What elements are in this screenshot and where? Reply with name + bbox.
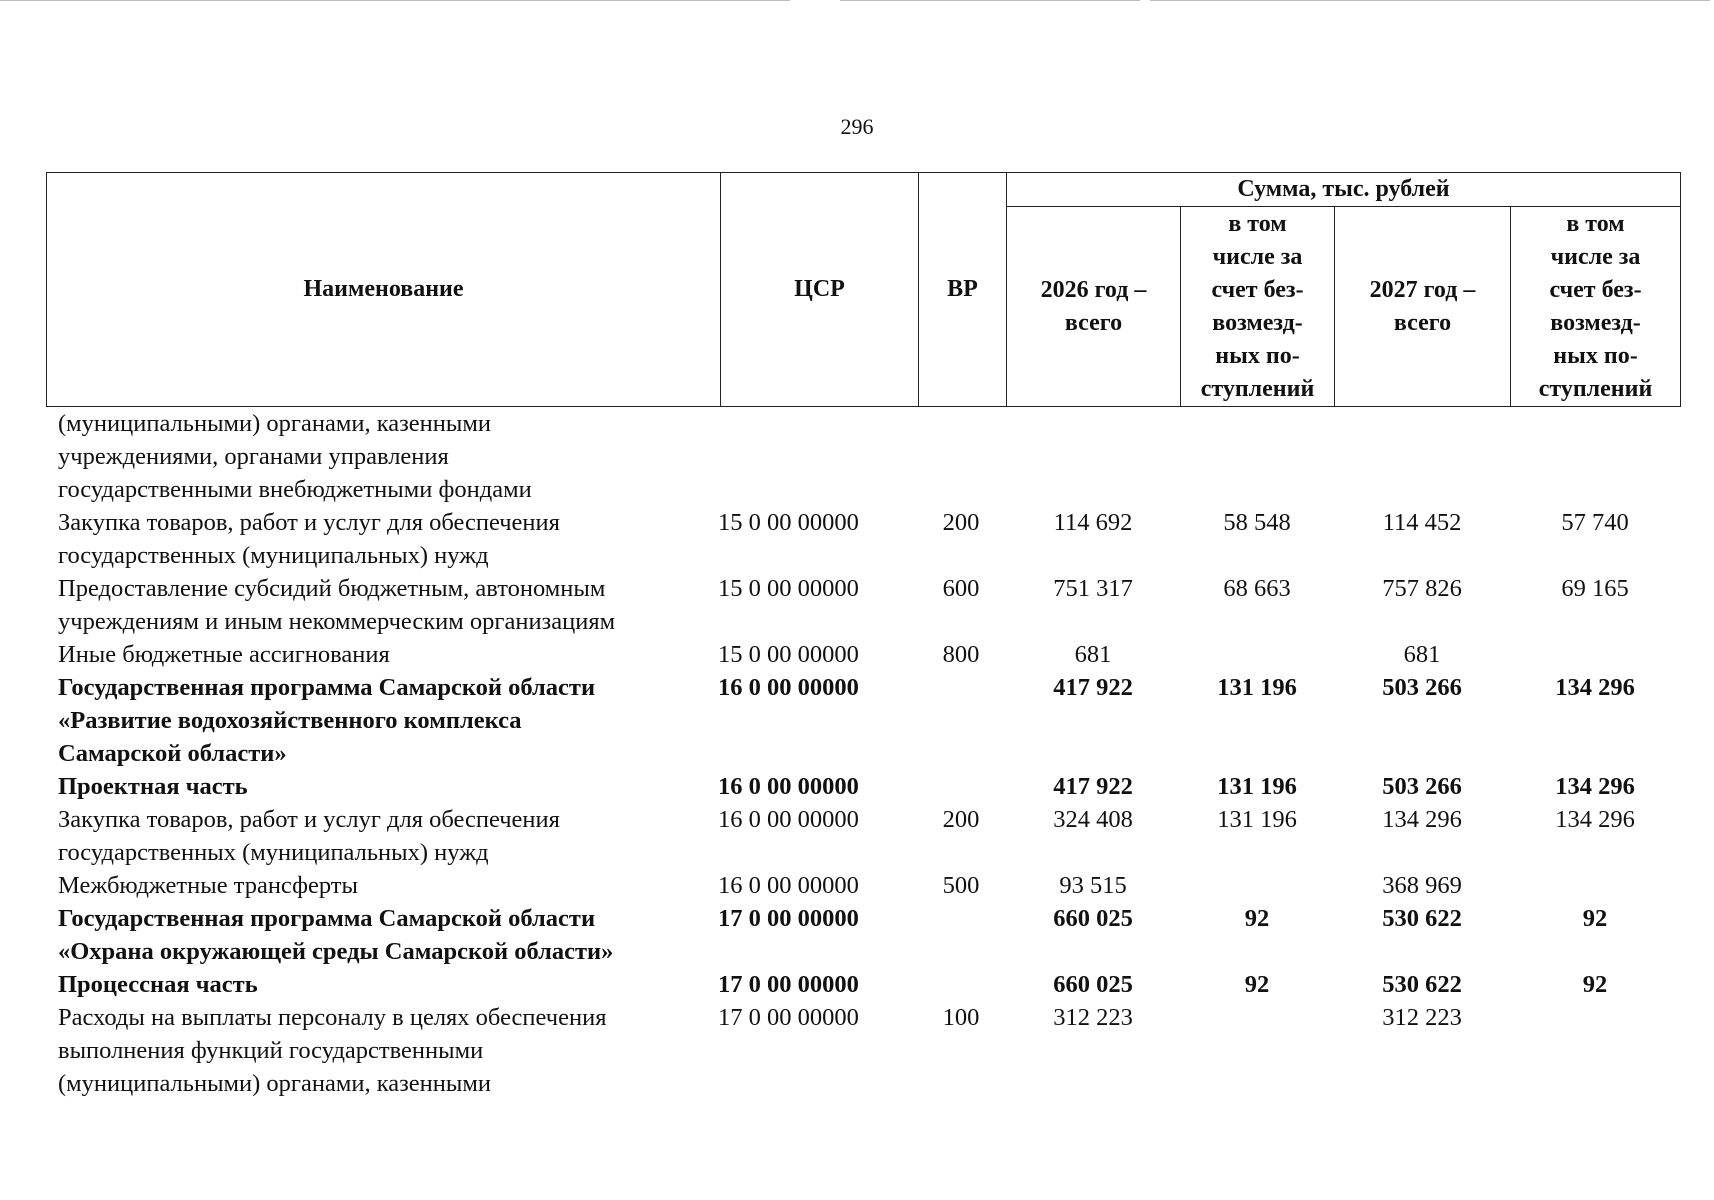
cell-2027-total: 681 <box>1403 641 1441 668</box>
cell-2027-total: 503 266 <box>1382 674 1462 701</box>
cell-2027-free: 92 <box>1582 905 1608 932</box>
cell-name <box>46 968 718 1001</box>
cell-2026-free: 131 196 <box>1217 674 1297 701</box>
header-2027-free: в том числе за счет без- возмезд- ных по- ступлений <box>1511 207 1681 407</box>
cell-name-line: учреждениями, органами управления <box>58 443 449 470</box>
cell-2027-free: 134 296 <box>1555 806 1635 833</box>
table-row <box>46 506 1680 572</box>
cell-vr: 200 <box>942 509 980 536</box>
page-number: 296 <box>840 114 874 139</box>
scan-edge-line <box>1150 0 1710 1</box>
cell-2026-free: 92 <box>1244 905 1270 932</box>
cell-name-line: выполнения функций государственными <box>58 1037 484 1064</box>
cell-2027-free <box>1510 1001 1680 1100</box>
cell-name <box>46 902 718 968</box>
cell-2026-total: 324 408 <box>1053 806 1133 833</box>
cell-2026-total: 417 922 <box>1053 674 1133 701</box>
cell-name <box>46 506 718 572</box>
cell-2026-total: 114 692 <box>1053 509 1133 536</box>
cell-2027-free: 134 296 <box>1555 773 1635 800</box>
cell-2027-free: 69 165 <box>1561 575 1629 602</box>
cell-2026-free <box>1180 638 1334 671</box>
cell-2027-total <box>1334 407 1510 506</box>
cell-name <box>46 770 718 803</box>
cell-name-line: Государственная программа Самарской области <box>58 905 596 932</box>
header-csr: ЦСР <box>721 173 919 407</box>
cell-2026-total: 93 515 <box>1059 872 1127 899</box>
header-2026-total: 2026 год – всего <box>1007 207 1181 407</box>
table-body <box>46 407 1680 1100</box>
cell-2027-free: 57 740 <box>1561 509 1629 536</box>
cell-2026-total: 417 922 <box>1053 773 1133 800</box>
cell-2026-free: 131 196 <box>1217 773 1297 800</box>
cell-name-line: Закупка товаров, работ и услуг для обеспечения <box>58 509 560 536</box>
cell-2026-total: 660 025 <box>1053 905 1133 932</box>
cell-2026-free: 58 548 <box>1223 509 1291 536</box>
cell-2027-total: 368 969 <box>1382 872 1462 899</box>
cell-csr: 15 0 00 00000 <box>718 509 859 536</box>
cell-vr: 800 <box>942 641 980 668</box>
cell-2026-free: 131 196 <box>1217 806 1297 833</box>
cell-name-line: «Охрана окружающей среды Самарской области» <box>58 938 614 965</box>
header-vr: ВР <box>919 173 1007 407</box>
cell-2026-free <box>1180 407 1334 506</box>
cell-name <box>46 572 718 638</box>
table-row <box>46 1001 1680 1100</box>
scan-edge-line <box>840 0 1140 1</box>
cell-vr <box>916 671 1006 770</box>
header-2027-total: 2027 год – всего <box>1335 207 1511 407</box>
table-row <box>46 869 1680 902</box>
cell-name-line: Процессная часть <box>58 971 258 998</box>
cell-2026-free <box>1180 1001 1334 1100</box>
table-row <box>46 968 1680 1001</box>
cell-name-line: Предоставление субсидий бюджетным, автономным <box>58 575 606 602</box>
cell-vr: 500 <box>942 872 980 899</box>
cell-vr <box>916 407 1006 506</box>
cell-2027-total: 530 622 <box>1382 905 1462 932</box>
cell-vr: 100 <box>942 1004 980 1031</box>
cell-csr: 16 0 00 00000 <box>718 806 859 833</box>
cell-name-line: Межбюджетные трансферты <box>58 872 358 899</box>
cell-2026-total: 312 223 <box>1053 1004 1133 1031</box>
cell-csr: 16 0 00 00000 <box>718 872 859 899</box>
cell-name <box>46 638 718 671</box>
table-row <box>46 407 1680 506</box>
table-row <box>46 671 1680 770</box>
cell-2026-free: 92 <box>1244 971 1270 998</box>
cell-2027-free <box>1510 407 1680 506</box>
cell-vr: 600 <box>942 575 980 602</box>
cell-csr: 17 0 00 00000 <box>718 905 859 932</box>
cell-name-line: Расходы на выплаты персоналу в целях обеспечения <box>58 1004 607 1031</box>
cell-name <box>46 1001 718 1100</box>
cell-name-line: Закупка товаров, работ и услуг для обеспечения <box>58 806 560 833</box>
cell-name-line: Проектная часть <box>58 773 248 800</box>
cell-name-line: Иные бюджетные ассигнования <box>58 641 390 668</box>
cell-2027-free <box>1510 638 1680 671</box>
cell-name <box>46 803 718 869</box>
cell-vr <box>916 902 1006 968</box>
cell-name-line: государственных (муниципальных) нужд <box>58 542 489 569</box>
table-row <box>46 803 1680 869</box>
cell-csr: 16 0 00 00000 <box>718 674 859 701</box>
cell-name <box>46 407 718 506</box>
table-row <box>46 770 1680 803</box>
cell-name-line: «Развитие водохозяйственного комплекса <box>58 707 522 734</box>
cell-vr <box>916 968 1006 1001</box>
cell-vr <box>916 770 1006 803</box>
cell-name-line: Государственная программа Самарской области <box>58 674 596 701</box>
cell-2027-free: 92 <box>1582 971 1608 998</box>
cell-2027-total: 503 266 <box>1382 773 1462 800</box>
header-sum-group: Сумма, тыс. рублей <box>1007 173 1681 207</box>
cell-2026-free: 68 663 <box>1223 575 1291 602</box>
cell-csr: 17 0 00 00000 <box>718 1004 859 1031</box>
cell-csr: 17 0 00 00000 <box>718 971 859 998</box>
table-header <box>46 172 1681 407</box>
cell-name-line: государственными внебюджетными фондами <box>58 476 532 503</box>
cell-2027-total: 134 296 <box>1382 806 1462 833</box>
cell-2026-free <box>1180 869 1334 902</box>
table-row <box>46 902 1680 968</box>
cell-name-line: (муниципальными) органами, казенными <box>58 1070 491 1097</box>
table-row <box>46 572 1680 638</box>
cell-2027-total: 312 223 <box>1382 1004 1462 1031</box>
cell-csr <box>718 407 916 506</box>
cell-name <box>46 869 718 902</box>
cell-name-line: Самарской области» <box>58 740 287 767</box>
cell-2026-total: 751 317 <box>1053 575 1133 602</box>
cell-2027-total: 757 826 <box>1382 575 1462 602</box>
cell-2027-total: 530 622 <box>1382 971 1462 998</box>
cell-2026-total: 681 <box>1074 641 1112 668</box>
table-row <box>46 638 1680 671</box>
cell-2026-total: 660 025 <box>1053 971 1133 998</box>
cell-2027-free: 134 296 <box>1555 674 1635 701</box>
cell-2027-free <box>1510 869 1680 902</box>
cell-name-line: (муниципальными) органами, казенными <box>58 410 491 437</box>
scan-edge-line <box>0 0 790 1</box>
cell-name-line: учреждениям и иным некоммерческим организациям <box>58 608 616 635</box>
cell-vr: 200 <box>942 806 980 833</box>
cell-name-line: государственных (муниципальных) нужд <box>58 839 489 866</box>
cell-2027-total: 114 452 <box>1382 509 1462 536</box>
cell-csr: 15 0 00 00000 <box>718 575 859 602</box>
header-name: Наименование <box>47 173 721 407</box>
header-2026-free: в том числе за счет без- возмезд- ных по- ступлений <box>1181 207 1335 407</box>
cell-csr: 15 0 00 00000 <box>718 641 859 668</box>
cell-csr: 16 0 00 00000 <box>718 773 859 800</box>
cell-name <box>46 671 718 770</box>
cell-2026-total <box>1006 407 1180 506</box>
